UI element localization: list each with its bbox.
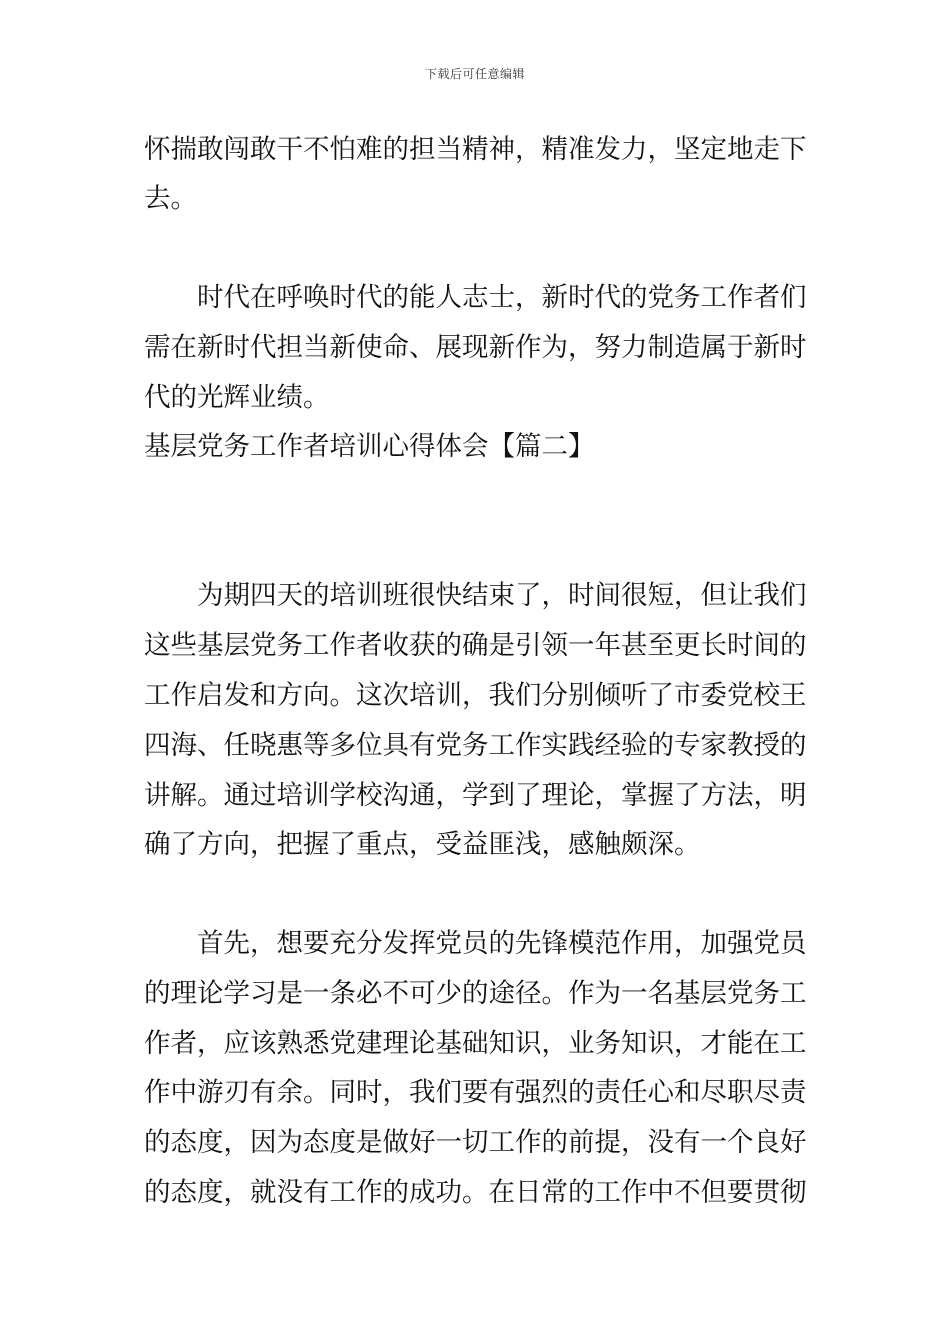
text-line: 的理论学习是一条必不可少的途径。作为一名基层党务工 (144, 978, 807, 1009)
text-line: 四海、任晓惠等多位具有党务工作实践经验的专家教授的 (144, 730, 807, 761)
section-title: 基层党务工作者培训心得体会【篇二】 (144, 431, 595, 462)
text-line: 的态度，因为态度是做好一切工作的前提，没有一个良好 (144, 1127, 807, 1158)
text-line: 确了方向，把握了重点，受益匪浅，感触颇深。 (144, 829, 701, 860)
text-line: 首先，想要充分发挥党员的先锋模范作用，加强党员 (144, 928, 807, 959)
text-line: 这些基层党务工作者收获的确是引领一年甚至更长时间的 (144, 630, 807, 661)
text-line: 作中游刃有余。同时，我们要有强烈的责任心和尽职尽责 (144, 1077, 807, 1108)
text-line: 代的光辉业绩。 (144, 382, 330, 413)
page-header-note: 下载后可任意编辑 (424, 67, 525, 81)
text-line: 时代在呼唤时代的能人志士，新时代的党务工作者们 (144, 282, 807, 313)
text-line: 作者，应该熟悉党建理论基础知识，业务知识，才能在工 (144, 1028, 807, 1059)
text-line: 的态度，就没有工作的成功。在日常的工作中不但要贯彻 (144, 1177, 807, 1208)
text-line: 去。 (144, 183, 197, 214)
text-line: 需在新时代担当新使命、展现新作为，努力制造属于新时 (144, 332, 807, 363)
text-line: 为期四天的培训班很快结束了，时间很短，但让我们 (144, 580, 807, 611)
text-line: 怀揣敢闯敢干不怕难的担当精神，精准发力，坚定地走下 (144, 134, 807, 165)
text-line: 讲解。通过培训学校沟通，学到了理论，掌握了方法，明 (144, 780, 807, 811)
text-line: 工作启发和方向。这次培训，我们分别倾听了市委党校王 (144, 680, 807, 711)
